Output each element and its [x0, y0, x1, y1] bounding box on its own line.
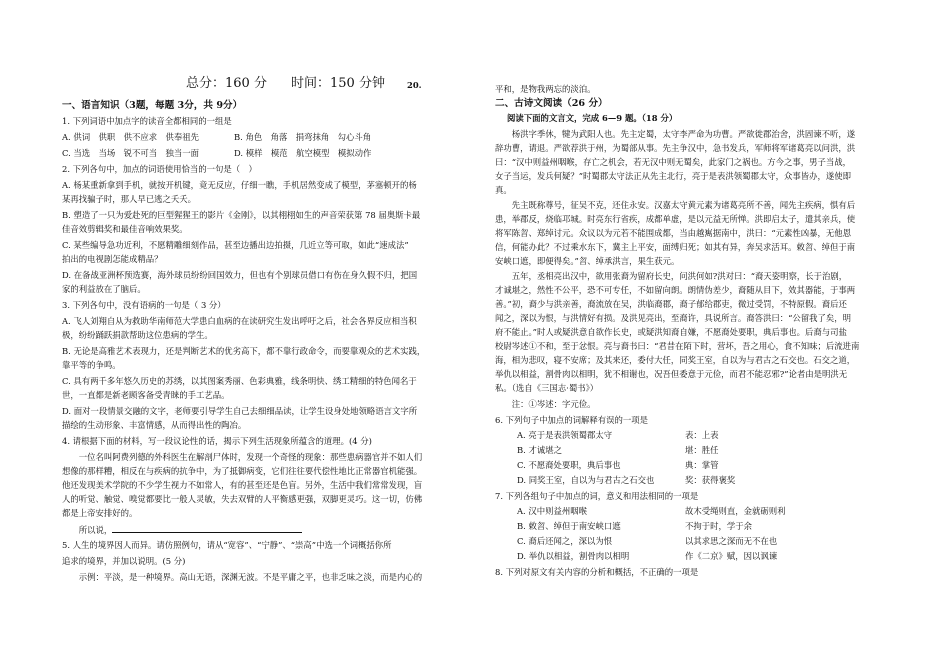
q4-paragraph-line4: 人的听觉、触觉、嗅觉都要比一般人灵敏，失去双臂的人平衡感更强，双脚更灵巧。这一切，仿佛 — [62, 494, 423, 504]
q4-paragraph-line2: 想像的那样糟，相反在与疾病的抗争中，为了抵御病变，它们往往要代偿性地比正常器官机能强。 — [62, 466, 423, 476]
q7-option-a-pair: 故木受绳则直，金就砺则利 — [685, 506, 786, 516]
passage-line-17: 海，相为悲叹，寝不安席；及其来还，委付大任，同奖王室，自以为与君古之石交也。石交之道， — [495, 355, 856, 365]
q6-stem: 6. 下列句子中加点的词解释有误的一项是 — [495, 415, 649, 425]
total-score: 总分：160 分 — [186, 76, 267, 91]
exam-time: 时间：150 分钟 — [291, 76, 385, 91]
q4-paragraph-line5: 都是上帝安排好的。 — [62, 508, 138, 518]
q7-option-b: B. 敕曶、绰但于南安峡口遮 — [517, 521, 621, 531]
passage-line-12: 才诚堪之，然性不公平，恐不可专任，不如留向朗。朗情伪差少，裔随从目下，效其器能，于事两 — [495, 285, 856, 295]
q3-option-d-line1: D. 面对一段情景交融的文字，老师要引导学生自己去细细品读，让学生设身处地领略语言文字所 — [62, 406, 418, 416]
q3-option-d-line2: 描绘的生动形象、丰富情感，从而得出性的陶冶。 — [62, 420, 247, 430]
q5-stem-line2: 追求的境界，并加以说明。(5 分) — [62, 556, 186, 566]
q6-option-c-def: 典：掌管 — [685, 460, 719, 470]
q6-option-b-def: 堪：胜任 — [685, 445, 719, 455]
q4-paragraph-line3: 他还发现美术学院的不少学生视力不如常人，有的甚至还是色盲。另外，生活中我们常常发现，盲 — [62, 480, 423, 490]
passage-line-1: 杨洪字季休，犍为武阳人也。先主定蜀，太守李严命为功曹。严欲徙郡治舍，洪固谏不听，遂 — [495, 129, 856, 139]
q1-option-a: A. 供词 供职 供不应求 供奉祖先 — [62, 132, 199, 142]
q4-answer-line — [62, 524, 302, 536]
q4-paragraph-line1: 一位名叫阿费列德的外科医生在解剖尸体时，发现一个奇怪的现象：那些患病器官并不如人们 — [62, 452, 423, 462]
q2-option-a-line1: A. 杨某重新拿到手机，就按开机键，竟无反应，仔细一瞧，手机居然变成了模型，茅塞顿开的杨 — [62, 180, 417, 190]
q6-option-d-def: 奖：获得褒奖 — [685, 475, 736, 485]
q5-example: 示例：平淡，是一种境界。高山无语，深渊无波。不是平庸之平，也非乏味之淡，而是内心的 — [62, 572, 423, 582]
q3-option-b-line2: 靠平等的争鸣。 — [62, 360, 121, 370]
q7-option-c-pair: 以其求思之深而无不在也 — [685, 536, 778, 546]
passage-line-14: 闻之，深以为恨，与洪情好有损。及洪见亮出，至裔许，具说所言。裔答洪曰：“公留我了矣，明 — [495, 313, 852, 323]
q2-stem: 2. 下列各句中，加点的词语使用恰当的一句是（ ） — [62, 164, 257, 174]
reading-title: 阅读下面的文言文，完成 6—9 题。（18 分） — [507, 113, 678, 123]
q2-option-c-line2: 拍出的电视剧怎能成精品？ — [62, 254, 163, 264]
section-1-title: 一、语言知识（3题，每题 3分，共 9分） — [62, 100, 243, 111]
passage-line-6: 先主既称尊号，征吴不克，还住永安。汉嘉太守黄元素为诸葛亮所不善，闻先主疾病，惧有后 — [495, 200, 856, 210]
passage-line-5: 真。 — [495, 185, 512, 195]
passage-note: 注：①岑述：字元俭。 — [495, 399, 596, 409]
q1-option-b: B. 角色 角落 捐弯抹角 勾心斗角 — [234, 132, 372, 142]
q3-option-a-line1: A. 飞人刘翔自从为救助华南师范大学患白血病的在读研究生发出呼吁之后，社会各界反应相当积 — [62, 316, 417, 326]
passage-line-4: 女子当运，发兵何疑？”时蜀郡太守法正从先主北行，亮于是表洪领蜀郡太守，众事皆办，遂使即 — [495, 171, 852, 181]
q7-option-d-pair: 作《二京》赋，因以讽谏 — [685, 551, 778, 561]
passage-line-3: 曰：“汉中则益州咽喉，存亡之机会，若无汉中则无蜀矣，此家门之祸也。方今之事，男子当战， — [495, 157, 852, 167]
q1-option-c: C. 当选 当场 锐不可当 独当一面 — [62, 148, 200, 158]
q3-stem: 3. 下列各句中，没有语病的一句是（ 3 分） — [62, 300, 226, 310]
q7-option-a: A. 汉中则益州咽喉 — [517, 506, 587, 516]
section-2-title: 二、古诗文阅读（26 分） — [495, 98, 608, 109]
continuation-line: 平和，是物我两忘的淡泊。 — [495, 84, 596, 94]
q4-answer-prefix: 所以说， — [62, 525, 113, 535]
answer-blank[interactable] — [112, 524, 302, 533]
q8-stem: 8. 下列对原文有关内容的分析和概括，不正确的一项是 — [495, 567, 699, 577]
q6-option-c: C. 不愿裔处要职，典后事也 — [517, 460, 621, 470]
q2-option-b-line1: B. 塑造了一只为爱赴死的巨型猩猩王的影片《金刚》，以其栩栩如生的声音荣获第 78 届奥斯卡最 — [62, 210, 421, 220]
q5-stem-line1: 5. 人生的境界因人而异。请仿照例句，请从“宽容”、“宁静”、“崇高”中选一个词概括你所 — [62, 540, 392, 550]
passage-line-15: 府不能止。”时人或疑洪意自欲作长史，或疑洪知裔自嫌，不愿裔处要职，典后事也。后裔与司盐 — [495, 327, 847, 337]
q2-option-d-line2: 家的利益放在了脑后。 — [62, 284, 146, 294]
passage-line-2: 辞功曹，请退。严欲荐洪于州，为蜀部从事。先主争汉中，急书发兵，军师将军诸葛亮以问洪，洪 — [495, 143, 856, 153]
q6-option-a: A. 亮于是表洪领蜀郡太守 — [517, 430, 613, 440]
q4-stem: 4. 请根据下面的材料，写一段议论性的话，揭示下列生活现象所蕴含的道理。(4 分) — [62, 436, 372, 446]
q1-stem: 1. 下列词语中加点字的读音全都相同的一组是 — [62, 116, 232, 126]
q7-option-b-pair: 不拘于时，学于余 — [685, 521, 752, 531]
passage-line-11: 五年，丞相亮出汉中，欲用张裔为留府长史，问洪何如?洪对曰：“裔天姿明察，长于治剧， — [495, 271, 848, 281]
passage-line-16: 校尉岑述①不和，至于忿恨。亮与裔书曰：“君昔在陌下时，营坏，吾之用心，食不知味；后流进南 — [495, 341, 860, 351]
q3-option-a-line2: 极，纷纷踊跃捐款帮助这位患病的学生。 — [62, 330, 213, 340]
q3-option-b-line1: B. 无论是高雅艺术表现力，还是判断艺术的优劣高下，都不靠行政命令，而要靠观众的艺术实践， — [62, 346, 426, 356]
page-number-mark: 20. — [407, 80, 422, 90]
q2-option-d-line1: D. 在备战亚洲杯预选赛，海外球员纷纷回国效力，但也有个别球员借口有伤在身久假不归，把国 — [62, 270, 418, 280]
q6-option-a-def: 表：上表 — [685, 430, 719, 440]
passage-line-8: 将军陈曶、郑绰讨元。众议以为元若不能围成都，当由越嶲据南中，洪曰：“元素性凶暴，无他恩 — [495, 228, 852, 238]
passage-line-18: 举仇以相益，割骨肉以相明，犹不相谢也，况吾但委意于元俭，而君不能忍邪?”论者由是明洪无 — [495, 369, 848, 379]
q1-option-d: D. 模样 模范 航空模型 模拟动作 — [234, 148, 372, 158]
q2-option-b-line2: 佳音效剪辑奖和最佳音响效果奖。 — [62, 224, 188, 234]
passage-line-7: 患，举郡反，烧临邛城。时亮东行省疾，成都单虚，是以元益无所惮。洪即启太子，遣其亲兵，使 — [495, 214, 856, 224]
q3-option-c-line1: C. 具有两千多年悠久历史的苏绣，以其图案秀丽、色彩典雅，线条明快、绣工精细的特色闻名于 — [62, 376, 417, 386]
passage-line-10: 安峡口遮，即便得矣。”曶、绰承洪言，果生获元。 — [495, 256, 680, 266]
passage-line-9: 信，何能办此？不过乘水东下，冀主上平安，面缚归死；如其有异，奔吴求活耳。敕曶、绰但于南 — [495, 242, 856, 252]
q7-option-d: D. 举仇以相益，割骨肉以相明 — [517, 551, 630, 561]
q6-option-d: D. 同奖王室，自以为与君古之石交也 — [517, 475, 655, 485]
q6-option-b: B. 才诚堪之 — [517, 445, 562, 455]
q2-option-c-line1: C. 某些编导急功近利，不愿精雕细刻作品，甚至边播出边拍摄，几近立等可取，如此“速成法” — [62, 240, 409, 250]
q7-option-c: C. 裔后还闻之，深以为恨 — [517, 536, 613, 546]
q7-stem: 7. 下列各组句子中加点的词，意义和用法相同的一项是 — [495, 491, 699, 501]
q3-option-c-line2: 世，一直都是新老顾客备受青睐的手工艺品。 — [62, 390, 230, 400]
passage-line-13: 善。”初，裔少与洪亲善，裔流放在吴，洪临裔郡，裔子郁给郡吏，微过受罚，不特原假。裔后还 — [495, 299, 847, 309]
passage-line-19: 私。（选自《三国志·蜀书》） — [495, 383, 599, 393]
q2-option-a-line2: 某再找骗子时，那人早已逃之夭夭。 — [62, 194, 196, 204]
